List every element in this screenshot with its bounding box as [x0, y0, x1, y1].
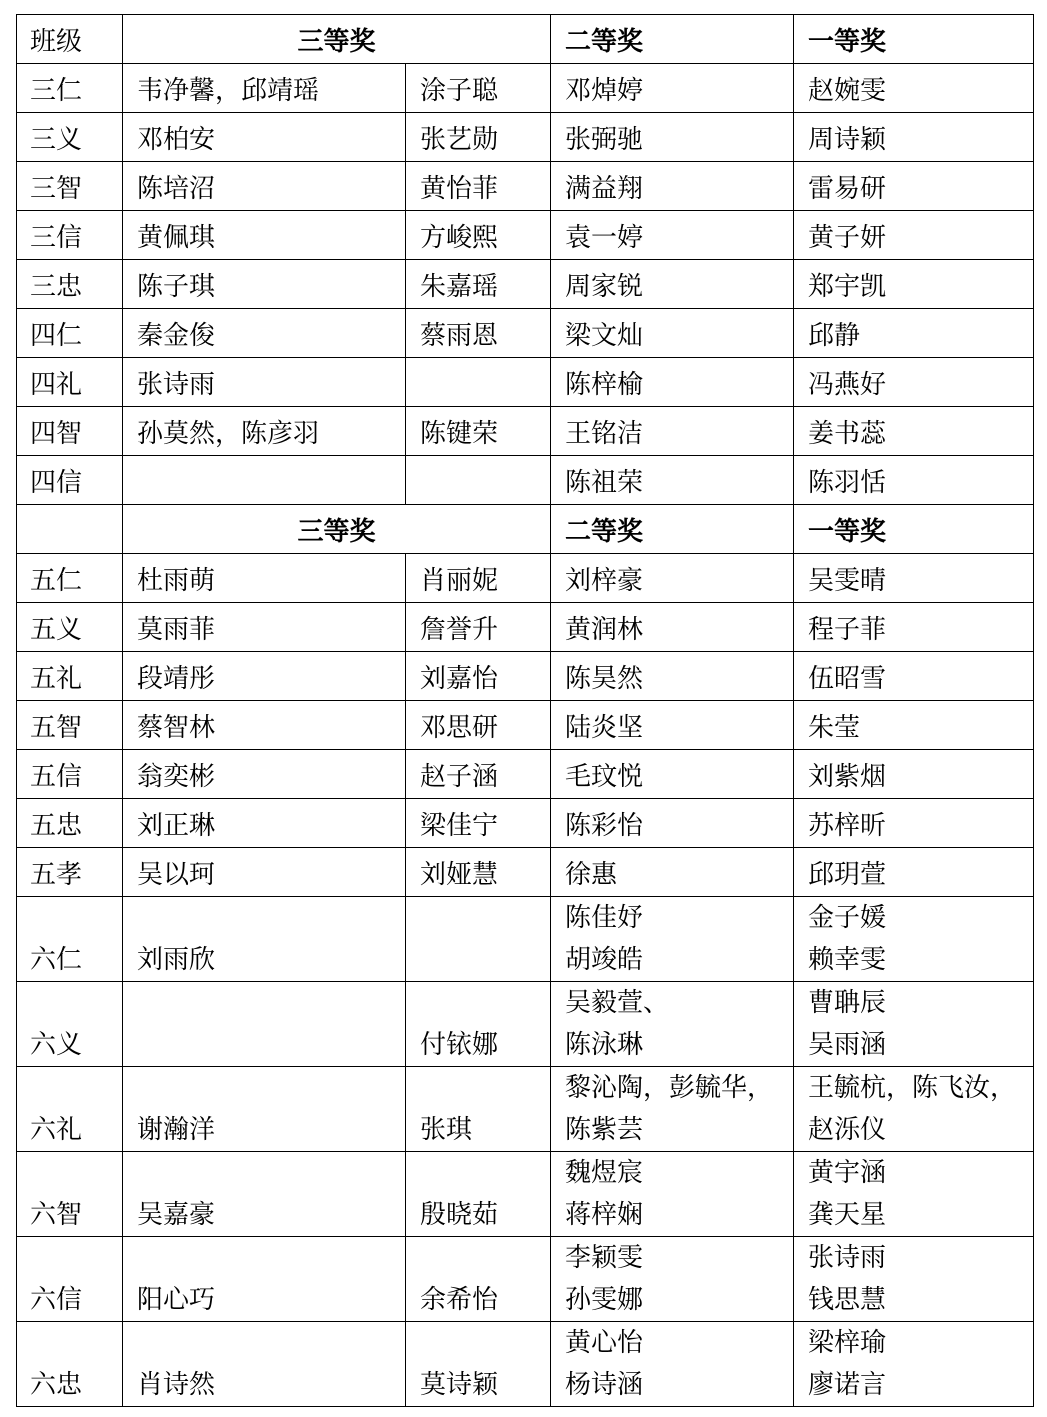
class-name-cell: 五孝 — [17, 848, 123, 897]
first-prize-cell — [794, 799, 1034, 848]
first-prize-cell — [794, 358, 1034, 407]
first-prize-cell — [794, 1152, 1034, 1237]
first-prize-cell-line: 邱玥萱 — [808, 860, 887, 890]
second-prize-cell — [551, 456, 794, 505]
first-prize-header: 一等奖 — [794, 15, 1034, 64]
first-prize-cell-line: 黄子妍 — [808, 223, 887, 253]
table-row — [17, 162, 1034, 211]
third-prize-cell-b — [406, 358, 551, 407]
third-prize-cell-a: 蔡智林 — [123, 701, 406, 750]
table-row — [17, 1237, 1034, 1322]
third-prize-cell-b: 邓思研 — [406, 701, 551, 750]
class-name-cell: 五忠 — [17, 799, 123, 848]
second-prize-cell — [551, 848, 794, 897]
second-prize-cell-line: 黄心怡 — [565, 1328, 644, 1358]
first-prize-cell — [794, 1322, 1034, 1407]
class-column-header: 班级 — [17, 15, 123, 64]
second-prize-cell-line: 陈祖荣 — [565, 468, 644, 498]
first-prize-cell-line: 周诗颖 — [808, 125, 887, 155]
third-prize-cell-b: 刘娅慧 — [406, 848, 551, 897]
third-prize-cell-a: 黄佩琪 — [123, 211, 406, 260]
class-name-cell: 五仁 — [17, 554, 123, 603]
second-prize-cell-line: 邓焯婷 — [565, 76, 644, 106]
third-prize-cell-b — [406, 456, 551, 505]
first-prize-cell-line: 龚天星 — [808, 1200, 887, 1230]
first-prize-cell — [794, 652, 1034, 701]
second-prize-cell — [551, 982, 794, 1067]
first-prize-cell — [794, 897, 1034, 982]
class-name-cell: 三智 — [17, 162, 123, 211]
third-prize-header: 三等奖 — [123, 15, 551, 64]
class-name-cell: 六忠 — [17, 1322, 123, 1407]
second-prize-cell — [551, 1322, 794, 1407]
class-name-cell: 四智 — [17, 407, 123, 456]
first-prize-cell — [794, 603, 1034, 652]
second-prize-cell-line: 李颖雯 — [565, 1243, 644, 1273]
third-prize-cell-a: 吴嘉豪 — [123, 1152, 406, 1237]
third-prize-cell-a: 莫雨菲 — [123, 603, 406, 652]
table-row — [17, 358, 1034, 407]
first-prize-cell — [794, 407, 1034, 456]
first-prize-cell-line: 钱思慧 — [808, 1285, 887, 1315]
third-prize-cell-a: 张诗雨 — [123, 358, 406, 407]
third-prize-cell-b: 涂子聪 — [406, 64, 551, 113]
second-prize-cell — [551, 554, 794, 603]
second-prize-header-2: 二等奖 — [551, 505, 794, 554]
second-prize-cell-line: 袁一婷 — [565, 223, 644, 253]
third-prize-cell-b: 詹誉升 — [406, 603, 551, 652]
second-prize-cell — [551, 1237, 794, 1322]
first-prize-cell-line: 赵泺仪 — [808, 1115, 887, 1145]
first-prize-cell — [794, 309, 1034, 358]
table-row — [17, 897, 1034, 982]
third-prize-cell-a: 翁奕彬 — [123, 750, 406, 799]
third-prize-cell-b: 黄怡菲 — [406, 162, 551, 211]
second-prize-cell-line: 陈彩怡 — [565, 811, 644, 841]
first-prize-cell-line: 朱莹 — [808, 713, 861, 743]
first-prize-cell-line: 王毓杭，陈飞汝， — [808, 1073, 1017, 1103]
third-prize-cell-b: 张琪 — [406, 1067, 551, 1152]
second-prize-cell-line: 陈佳妤 — [565, 903, 644, 933]
third-prize-cell-b: 肖丽妮 — [406, 554, 551, 603]
first-prize-cell — [794, 701, 1034, 750]
first-prize-cell-line: 黄宇涵 — [808, 1158, 887, 1188]
second-prize-cell — [551, 701, 794, 750]
class-name-cell: 六信 — [17, 1237, 123, 1322]
third-prize-cell-b: 蔡雨恩 — [406, 309, 551, 358]
first-prize-cell-line: 伍昭雪 — [808, 664, 887, 694]
first-prize-cell-line: 赵婉雯 — [808, 76, 887, 106]
table-row — [17, 1067, 1034, 1152]
first-prize-cell — [794, 554, 1034, 603]
second-prize-cell-line: 吴毅萱、 — [565, 988, 670, 1018]
class-name-cell: 五信 — [17, 750, 123, 799]
second-prize-cell — [551, 309, 794, 358]
first-prize-cell-line: 程子菲 — [808, 615, 887, 645]
second-prize-cell-line: 陈昊然 — [565, 664, 644, 694]
first-prize-cell — [794, 1237, 1034, 1322]
third-prize-cell-b: 朱嘉瑶 — [406, 260, 551, 309]
class-name-cell: 三义 — [17, 113, 123, 162]
third-prize-cell-a: 邓柏安 — [123, 113, 406, 162]
awards-table — [16, 14, 1034, 1407]
second-prize-cell — [551, 1152, 794, 1237]
second-prize-cell — [551, 260, 794, 309]
second-prize-cell-line: 蒋梓娴 — [565, 1200, 644, 1230]
second-prize-cell-line: 梁文灿 — [565, 321, 644, 351]
third-prize-cell-a: 吴以珂 — [123, 848, 406, 897]
first-prize-cell-line: 梁梓瑜 — [808, 1328, 887, 1358]
third-prize-cell-a: 陈培沼 — [123, 162, 406, 211]
first-prize-cell-line: 雷易研 — [808, 174, 887, 204]
second-prize-cell — [551, 603, 794, 652]
table-row — [17, 456, 1034, 505]
class-name-cell: 五义 — [17, 603, 123, 652]
table-row — [17, 603, 1034, 652]
third-prize-cell-a: 韦净馨，邱靖瑶 — [123, 64, 406, 113]
second-prize-cell-line: 满益翔 — [565, 174, 644, 204]
table-row — [17, 1322, 1034, 1407]
class-name-cell: 六仁 — [17, 897, 123, 982]
second-prize-cell-line: 孙雯娜 — [565, 1285, 644, 1315]
table-row — [17, 260, 1034, 309]
first-prize-cell — [794, 1067, 1034, 1152]
table-row — [17, 799, 1034, 848]
table-row — [17, 701, 1034, 750]
third-prize-cell-b: 赵子涵 — [406, 750, 551, 799]
third-prize-cell-a: 刘雨欣 — [123, 897, 406, 982]
third-prize-header-2: 三等奖 — [123, 505, 551, 554]
table-row — [17, 113, 1034, 162]
first-prize-cell — [794, 64, 1034, 113]
class-name-cell: 五智 — [17, 701, 123, 750]
table-row — [17, 848, 1034, 897]
first-prize-cell-line: 苏梓昕 — [808, 811, 887, 841]
third-prize-cell-a: 刘正琳 — [123, 799, 406, 848]
table-row — [17, 750, 1034, 799]
class-name-cell: 三忠 — [17, 260, 123, 309]
third-prize-cell-a: 段靖彤 — [123, 652, 406, 701]
third-prize-cell-b: 余希怡 — [406, 1237, 551, 1322]
second-prize-cell — [551, 211, 794, 260]
third-prize-cell-b: 方峻熙 — [406, 211, 551, 260]
first-prize-cell — [794, 848, 1034, 897]
class-name-cell: 五礼 — [17, 652, 123, 701]
table-row — [17, 652, 1034, 701]
class-name-cell: 六礼 — [17, 1067, 123, 1152]
first-prize-header-2: 一等奖 — [794, 505, 1034, 554]
third-prize-cell-a: 阳心巧 — [123, 1237, 406, 1322]
third-prize-cell-b: 陈键荣 — [406, 407, 551, 456]
first-prize-cell-line: 廖诺言 — [808, 1370, 887, 1400]
second-prize-cell — [551, 407, 794, 456]
awards-table-body — [17, 15, 1034, 1407]
first-prize-cell — [794, 982, 1034, 1067]
table-row — [17, 1152, 1034, 1237]
first-prize-cell — [794, 113, 1034, 162]
first-prize-cell-line: 邱静 — [808, 321, 861, 351]
third-prize-cell-b: 刘嘉怡 — [406, 652, 551, 701]
third-prize-cell-b: 张艺勋 — [406, 113, 551, 162]
third-prize-cell-a: 陈子琪 — [123, 260, 406, 309]
second-prize-cell-line: 陈紫芸 — [565, 1115, 644, 1145]
third-prize-cell-a: 秦金俊 — [123, 309, 406, 358]
first-prize-cell-line: 金子媛 — [808, 903, 887, 933]
third-prize-cell-b — [406, 897, 551, 982]
first-prize-cell — [794, 211, 1034, 260]
class-name-cell: 四礼 — [17, 358, 123, 407]
class-name-cell: 六义 — [17, 982, 123, 1067]
third-prize-cell-a: 谢瀚洋 — [123, 1067, 406, 1152]
class-name-cell: 四仁 — [17, 309, 123, 358]
first-prize-cell-line: 赖幸雯 — [808, 945, 887, 975]
second-prize-cell-line: 陈梓榆 — [565, 370, 644, 400]
third-prize-cell-a: 杜雨萌 — [123, 554, 406, 603]
third-prize-cell-a — [123, 982, 406, 1067]
first-prize-cell-line: 张诗雨 — [808, 1243, 887, 1273]
first-prize-cell-line: 刘紫烟 — [808, 762, 887, 792]
second-prize-cell-line: 张弼驰 — [565, 125, 644, 155]
second-prize-cell-line: 黄润林 — [565, 615, 644, 645]
third-prize-cell-b: 殷晓茹 — [406, 1152, 551, 1237]
second-prize-cell — [551, 799, 794, 848]
table-row — [17, 64, 1034, 113]
second-prize-cell — [551, 652, 794, 701]
empty-header-cell — [17, 505, 123, 554]
third-prize-cell-a — [123, 456, 406, 505]
first-prize-cell-line: 冯燕好 — [808, 370, 887, 400]
table-row — [17, 211, 1034, 260]
second-prize-cell — [551, 64, 794, 113]
first-prize-cell — [794, 162, 1034, 211]
first-prize-cell-line: 郑宇凯 — [808, 272, 887, 302]
second-prize-cell — [551, 750, 794, 799]
second-prize-cell-line: 魏煜宸 — [565, 1158, 644, 1188]
third-prize-cell-b: 付铱娜 — [406, 982, 551, 1067]
table-row — [17, 309, 1034, 358]
second-prize-cell-line: 胡竣皓 — [565, 945, 644, 975]
first-prize-cell-line: 曹聃辰 — [808, 988, 887, 1018]
second-prize-cell — [551, 1067, 794, 1152]
first-prize-cell — [794, 260, 1034, 309]
second-prize-cell-line: 刘梓豪 — [565, 566, 644, 596]
second-prize-cell — [551, 113, 794, 162]
second-prize-cell-line: 周家锐 — [565, 272, 644, 302]
first-prize-cell-line: 吴雯晴 — [808, 566, 887, 596]
first-prize-cell — [794, 456, 1034, 505]
table-row — [17, 407, 1034, 456]
table-row — [17, 982, 1034, 1067]
second-prize-header: 二等奖 — [551, 15, 794, 64]
first-prize-cell-line: 陈羽恬 — [808, 468, 887, 498]
second-prize-cell-line: 黎沁陶，彭毓华， — [565, 1073, 774, 1103]
third-prize-cell-b: 梁佳宁 — [406, 799, 551, 848]
second-prize-cell — [551, 897, 794, 982]
first-prize-cell-line: 吴雨涵 — [808, 1030, 887, 1060]
table-row — [17, 554, 1034, 603]
header-row-2 — [17, 505, 1034, 554]
second-prize-cell-line: 王铭洁 — [565, 419, 644, 449]
second-prize-cell — [551, 358, 794, 407]
second-prize-cell-line: 陆炎坚 — [565, 713, 644, 743]
class-name-cell: 六智 — [17, 1152, 123, 1237]
first-prize-cell-line: 姜书蕊 — [808, 419, 887, 449]
third-prize-cell-a: 肖诗然 — [123, 1322, 406, 1407]
second-prize-cell-line: 毛玟悦 — [565, 762, 644, 792]
second-prize-cell-line: 徐惠 — [565, 860, 618, 890]
third-prize-cell-b: 莫诗颖 — [406, 1322, 551, 1407]
class-name-cell: 四信 — [17, 456, 123, 505]
second-prize-cell — [551, 162, 794, 211]
third-prize-cell-a: 孙莫然，陈彦羽 — [123, 407, 406, 456]
class-name-cell: 三信 — [17, 211, 123, 260]
class-name-cell: 三仁 — [17, 64, 123, 113]
second-prize-cell-line: 陈泳琳 — [565, 1030, 644, 1060]
second-prize-cell-line: 杨诗涵 — [565, 1370, 644, 1400]
header-row — [17, 15, 1034, 64]
first-prize-cell — [794, 750, 1034, 799]
